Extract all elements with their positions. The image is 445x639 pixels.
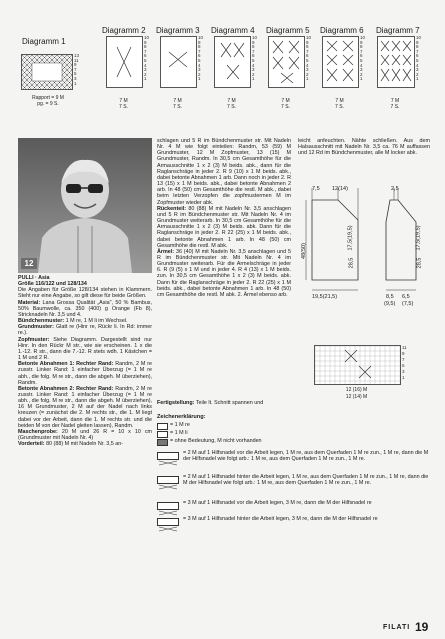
- diagram-7-caption: 7 M 7 S.: [390, 98, 400, 110]
- diagram-5-caption: 7 M 7 S.: [281, 98, 290, 110]
- pattern-size: Größe 116/122 und 128/134: [18, 281, 87, 288]
- photo-badge: 12: [21, 258, 37, 269]
- material-text: Lana Grossa Qualität „Asia", 50 % Bambus, 50% Baumwolle, ca. 350 (400) g Orange (Fb 8), Stricknadeln Nr. 3,5 und 4.: [18, 299, 153, 318]
- legend-item-2: = 1 M li: [170, 430, 188, 436]
- footer-brand: FILATI: [383, 624, 411, 631]
- diagram-1-svg: [22, 55, 72, 89]
- legend-item-7: = 3 M auf 1 Hilfsnadel hinter die Arbeit legen, 3 M re, dann die M der Hilfsnadel re: [183, 516, 378, 522]
- col2-text: schlagen und 5 R im Bündchenmuster str. Mit Nadeln Nr. 4 M wie folgt einteilen: Randm, 53 (59) M Grundmuster, 12 M Zopfmuster, 13 (15) M Grundmuster, Randm. In 30,5 cm Gesamthöhe für die Armausschnitte 1 x 2 (3) M beids. abk., dann für die Raglanschräge in jeder 2. R 9 (10) x 1 M beids. abk., dabei betonte Abnahmen 1 arb. Dann noch in jeder 2. R 13 (15) x 1 M beids. abk., dabei betonte Abnahmen 2 arb. In 48 (50) cm Gesamthöhe die restl. M abk., dabei beim letzten Verzopfen die zopfmustermen M im Zopfmuster wieder abk.: [157, 138, 291, 206]
- betonte1-text: Randm, 2 M re zusstr. Linker Rand: 1 einfacher Überzug (= 1 M re abh., die folg. M re str., dann die abgeh. M überziehen), Randm.: [18, 361, 152, 386]
- betonte1-label: Betonte Abnahmen 1: Rechter Rand:: [18, 361, 114, 368]
- legend: [157, 414, 433, 420]
- diagram-7-label: Diagramm 7: [376, 26, 420, 35]
- diagram-4-label: Diagramm 4: [211, 26, 255, 35]
- sch-sleeve-bottom2: 6,5: [402, 294, 410, 300]
- rueck-label: Rückenteil:: [157, 205, 187, 212]
- diagram-6-grid: [322, 36, 359, 88]
- cable-caption-1: 12 (16) M: [345, 387, 368, 393]
- legend-item-3: = ohne Bedeutung, M nicht vorhanden: [170, 438, 262, 444]
- diagram-3-grid: [160, 36, 197, 88]
- sch-sleeve-bottom3: (9,5): [384, 301, 396, 307]
- diagram-1-grid: [21, 54, 73, 90]
- diagram-3-label: Diagramm 3: [156, 26, 200, 35]
- legend-item-4: = 2 M auf 1 Hilfsnadel vor die Arbeit legen, 1 M re, aus dem Querfaden 1 M re zun., 1 M re, dann die M der Hilfsnadel wie folgt arb.: 1 M re, aus dem Querfaden 1 M re zun., 1 M re.: [183, 450, 429, 462]
- col3-text: leicht anfeuchten. Nähte schließen. Aus dem Halsausschnitt mit Nadeln Nr. 3,5 ca. 76 M auffassen und 12 Rd im Bündchenmuster, alle M locker abk.: [298, 138, 430, 157]
- sch-sleeve-right: 17,5(19,5): [415, 225, 422, 251]
- diagram-1-row-numbers: 13 11 9 7 5 3 1: [74, 53, 80, 86]
- diagram-6-label: Diagramm 6: [320, 26, 364, 35]
- diagram-6-row-numbers: 10 9 8 7 6 5 4 3 2 1: [360, 35, 366, 82]
- bund-label: Bündchenmuster:: [18, 318, 65, 325]
- maschen-text: 20 M und 26 R = 10 x 10 cm (Grundmuster mit Nadeln Nr. 4): [18, 428, 153, 442]
- diagram-2-row-numbers: 10 9 8 7 6 5 4 3 2 1: [144, 35, 150, 82]
- fertig: [157, 400, 297, 406]
- legend-item-5: = 2 M auf 1 Hilfsnadel hinter die Arbeit legen, 1 M re, aus dem Querfaden 1 M re zun., 1 M re, dann die M der Hilfsnadel wie folgt arb.: 1 M re, aus dem Querfaden 1 M re zun., 1 M re.: [183, 474, 429, 486]
- diagram-1-caption: Rapport = 9 M pg. = 9 S.: [32, 95, 64, 107]
- legend-item-6: = 3 M auf 1 Hilfsnadel vor die Arbeit legen, 3 M re, dann die M der Hilfsnadel re: [183, 500, 372, 506]
- diagram-2-grid: [106, 36, 143, 88]
- diagram-7-row-numbers: 10 9 8 7 6 5 4 3 2 1: [416, 35, 422, 82]
- diagram-7-grid: [377, 36, 415, 88]
- diagram-4-row-numbers: 10 9 8 7 6 5 4 3 2 1: [252, 35, 258, 82]
- aermel-label: Ärmel:: [157, 248, 175, 255]
- grund-label: Grundmuster:: [18, 324, 54, 331]
- vorder-text: 80 (88) M mit Nadeln Nr. 3,5 an-: [46, 441, 124, 448]
- maschen-label: Maschenprobe:: [18, 428, 58, 435]
- sch-height-total: 48(50): [300, 243, 307, 259]
- legend-sym-cable-right: [157, 476, 179, 484]
- pattern-title: PULLI · Asia: [18, 275, 50, 281]
- column-2: [157, 138, 291, 298]
- diagram-3-row-numbers: 10 9 8 7 6 5 4 3 2 1: [198, 35, 204, 82]
- diagram-1-label: Diagramm 1: [22, 37, 66, 46]
- page-number: 19: [415, 620, 429, 634]
- legend-sym-cross-3-front: [157, 502, 179, 510]
- bund-text: 1 M re, 1 M li im Wechsel.: [65, 318, 128, 325]
- diagram-2-caption: 7 M 7 S.: [119, 98, 128, 110]
- child-photo-illustration: [18, 138, 152, 273]
- sch-bottom-left: 19,5(21,5): [312, 294, 338, 300]
- legend-item-1: = 1 M re: [170, 422, 190, 428]
- material-label: Material:: [18, 299, 41, 306]
- legend-sym-knit: [157, 423, 168, 430]
- sch-top-mid: 12(14): [332, 186, 348, 192]
- diagram-4-caption: 7 M 7 S.: [227, 98, 236, 110]
- sch-sleeve-top: 2,5: [391, 186, 399, 192]
- diagram-2-label: Diagramm 2: [102, 26, 146, 35]
- intro-text: Die Angaben für Größe 128/134 stehen in Klammern. Steht nur eine Angabe, so gilt diese für beide Größen.: [18, 287, 152, 300]
- cable-chart-grid: [314, 345, 401, 385]
- fertig-text: Teile lt. Schnitt spannen und: [195, 400, 264, 406]
- fertig-label: Fertigstellung:: [157, 400, 195, 406]
- schematic: [298, 180, 433, 325]
- diagram-5-row-numbers: 10 9 8 7 6 5 4 3 2 1: [306, 35, 312, 82]
- column-1: [18, 275, 152, 447]
- diagram-4-grid: [214, 36, 251, 88]
- legend-sym-none: [157, 439, 168, 446]
- sch-top-left: 7,5: [312, 186, 320, 192]
- zopf-text: Siehe Diagramm. Dargestellt sind nur Hinr. In den Rückr M str., wie sie erscheinen. 1 x die 1.-12. R str., dann die 7.-12. R stets wdh. 1 Kästchen = 1 M und 2 R.: [18, 336, 152, 362]
- sch-sleeve-bottom1: 8,5: [386, 294, 394, 300]
- legend-title: Zeichenerklärung:: [157, 414, 206, 420]
- legend-sym-cable-left: [157, 452, 179, 460]
- aermel-text: 36 (40) M mit Nadeln Nr. 3,5 anschlagen und 5 R im Bündchenmuster str. Mit Nadeln Nr. 4 im Grundmuster weiterarb. Für die Armelschräge in jeder 6. R (9 (5) x 1 M und in jeder 4. R 4 (13) x 1 M beids. zun. In 30,5 cm Gesamthöhe 1 x 2 (3) M beids. abk. Dann für die Raglanschräge in jeder 2. R 22 (25) x 1 M beids. abk., dabei betonte Abnahmen 1 arb. In 48 (50) cm Gesamthöhe die restl. M abk. 2. Ärmel ebenso arb.: [157, 248, 291, 298]
- diagram-6-caption: 7 M 7 S.: [335, 98, 344, 110]
- diagram-5-label: Diagramm 5: [266, 26, 310, 35]
- cable-caption-2: 12 (14) M: [345, 394, 368, 400]
- sch-right-top: 17,5(19,5): [347, 225, 354, 251]
- sch-sleeve-height: 28,5: [416, 257, 423, 269]
- vorder-label: Vorderteil:: [18, 441, 45, 448]
- cable-chart-row-numbers: 11 9 7 5 3 1: [402, 345, 407, 380]
- diagram-5-grid: [268, 36, 305, 88]
- sch-sleeve-bottom4: (7,5): [402, 301, 414, 307]
- sch-height-lower: 28,5: [348, 257, 355, 269]
- zopf-label: Zopfmuster:: [18, 336, 50, 343]
- legend-sym-cross-3-back: [157, 518, 179, 526]
- betonte2-text: Randm, 2 M re zusstr. Linker Rand: 1 einfacher Überzug (= 1 M re abh., die folg. M re str., dann die abgeh. M überziehen), 16 M Grundmuster, 2 M auf der Nadel nach links kreuzen (= zunächst die 2. M rechts str., die 1. M liegt dabei vor der Arbeit, dann die 1. M rechts str. und die beiden M von der Nadel gleiten lassen), Randm.: [18, 385, 152, 429]
- child-photo: [18, 138, 152, 273]
- column-3-text: [298, 138, 430, 156]
- betonte2-label: Betonte Abnahmen 2: Rechter Rand:: [18, 385, 114, 392]
- diagram-3-caption: 7 M 7 S.: [173, 98, 182, 110]
- rueck-text: 80 (88) M mit Nadeln Nr. 3,5 anschlagen und 5 R im Bündchenmuster str. Mit Nadeln Nr. 4 im Grundmuster weiterarb. In 30,5 cm Gesamthöhe für die Armausschnitte 1 x 2 (3) M beids. abk. Dann für die Raglanschräge in jeder 2. R 22 (25) x 1 M beids. abk., dabei betonte Abnahmen 1 arb. In 48 (50) cm Gesamthöhe die restl. M abk.: [157, 205, 292, 249]
- grund-text: Glatt re (Hinr re, Rückr li. In Rd: immer re.).: [18, 324, 152, 337]
- legend-sym-purl: [157, 431, 168, 438]
